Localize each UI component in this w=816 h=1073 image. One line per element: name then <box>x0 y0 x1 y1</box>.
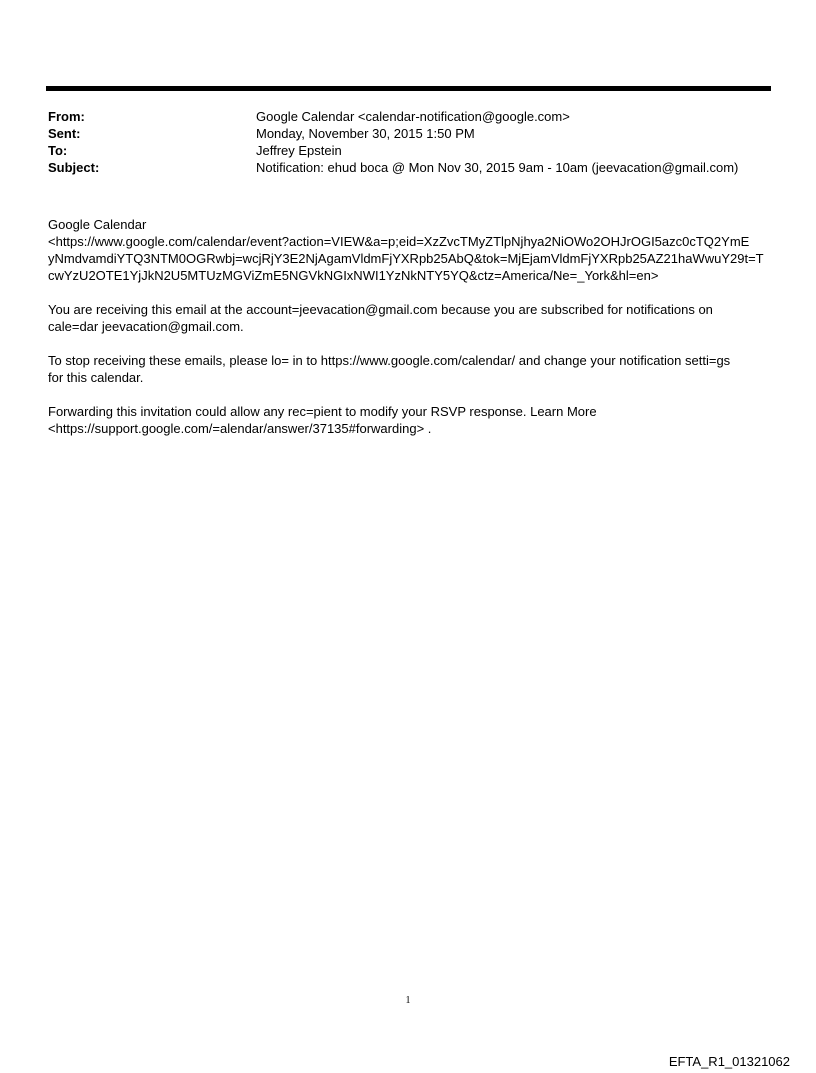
stop-notice-line: To stop receiving these emails, please lo= in to https://www.google.com/calendar/ and change your notification setti=gs <box>48 353 731 368</box>
account-notice-line: You are receiving this email at the account=jeevacation@gmail.com because you are subscribed for notifications on <box>48 302 713 317</box>
stop-notice-paragraph <box>48 352 773 386</box>
event-link-line[interactable]: yNmdvamdiYTQ3NTM0OGRwbj=wcjRjY3E2NjAgamVldmFjYXRpb25AbQ&tok=MjEjamVldmFjYXRpb25AZ21haWwuY29t=T <box>48 251 764 266</box>
sent-row <box>48 125 788 142</box>
event-link-line[interactable]: cwYzU2OTE1YjJkN2U5MTUzMGViZmE5NGVkNGIxNWI1YzNkNTY5YQ&ctz=America/Ne=_York&hl=en> <box>48 268 659 283</box>
subject-row <box>48 159 788 176</box>
calendar-link-paragraph <box>48 216 773 284</box>
from-value: Google Calendar <calendar-notification@google.com> <box>256 109 570 124</box>
sent-label: Sent: <box>48 126 81 141</box>
event-link-line[interactable]: <https://www.google.com/calendar/event?action=VIEW&a=p;eid=XzZvcTMyZTlpNjhya2NiOWo2OHJrOGI5azc0cTQ2YmE <box>48 234 750 249</box>
to-row <box>48 142 788 159</box>
header-divider <box>46 86 771 91</box>
stop-notice-line: for this calendar. <box>48 370 144 385</box>
forward-notice-line: Forwarding this invitation could allow any rec=pient to modify your RSVP response. Learn More <box>48 404 597 419</box>
from-label: From: <box>48 109 85 124</box>
page-number: 1 <box>405 995 411 1006</box>
from-row <box>48 108 788 125</box>
account-notice-paragraph <box>48 301 773 335</box>
email-body <box>48 216 773 454</box>
sent-value: Monday, November 30, 2015 1:50 PM <box>256 126 475 141</box>
subject-value: Notification: ehud boca @ Mon Nov 30, 2015 9am - 10am (jeevacation@gmail.com) <box>256 160 739 175</box>
email-headers <box>48 108 788 176</box>
forward-notice-paragraph <box>48 403 773 437</box>
to-value: Jeffrey Epstein <box>256 143 342 158</box>
account-notice-line: cale=dar jeevacation@gmail.com. <box>48 319 244 334</box>
subject-label: Subject: <box>48 160 100 175</box>
to-label: To: <box>48 143 68 158</box>
document-id: EFTA_R1_01321062 <box>668 1054 790 1069</box>
learn-more-link[interactable]: <https://support.google.com/=alendar/answer/37135#forwarding> . <box>48 421 432 436</box>
calendar-title: Google Calendar <box>48 217 147 232</box>
